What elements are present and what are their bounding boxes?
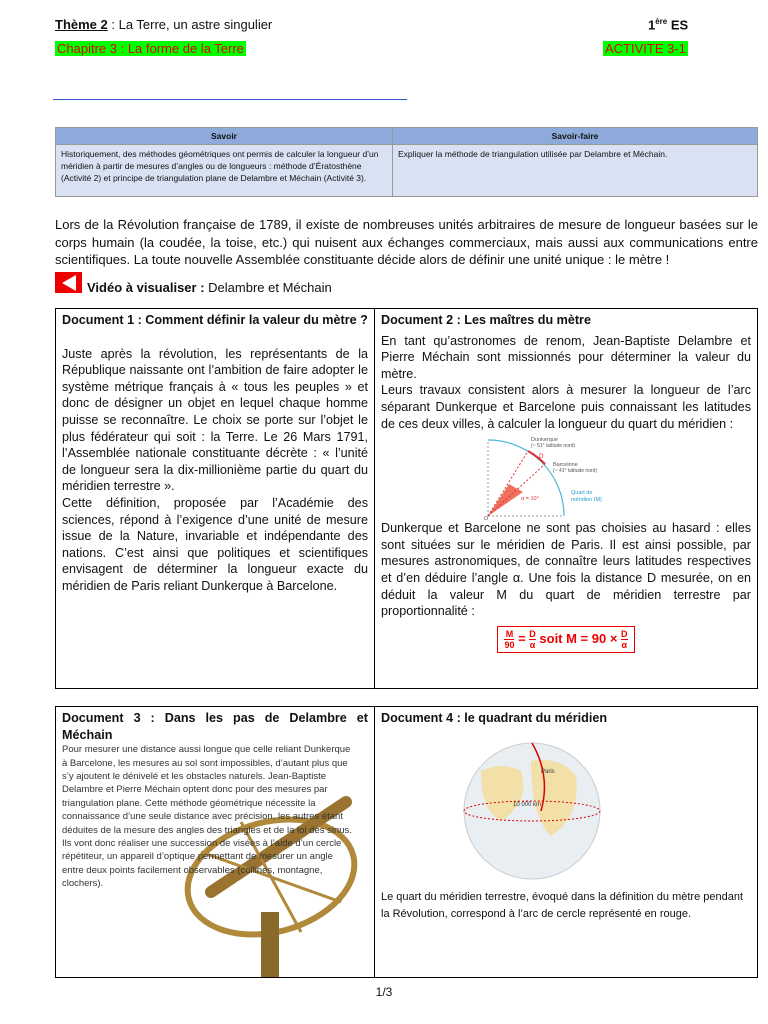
theme-label: Thème 2 [55, 17, 108, 32]
document-4 [375, 707, 757, 977]
formula-d: D [529, 628, 536, 639]
label-o: O [484, 516, 489, 521]
document-1 [56, 309, 375, 688]
formula-eq: = [514, 630, 530, 646]
level [648, 17, 688, 32]
label-barcelone: Barcelone [553, 462, 578, 469]
cell-savoir: Historiquement, des méthodes géométriques ont permis de calculer la longueur d’un méridien à partir de mesures d’angles ou de longueurs : méthode d’Ératosthène (Activité 2) et principe de triangulation plane de Delambre et Méchain (Activité 3). [56, 145, 393, 197]
video-label: Vidéo à visualiser : [87, 280, 205, 295]
level-num: 1 [648, 17, 656, 33]
header-savoir-faire: Savoir-faire [393, 128, 758, 145]
level-suffix: ES [667, 17, 689, 33]
doc2-paragraph-1: En tant qu’astronomes de renom, Jean-Baptiste Delambre et Pierre Méchain sont missionnés pour déterminer la valeur du mètre. [381, 333, 751, 381]
doc1-paragraph-2: Cette définition, proposée par l’Académie des sciences, répond à l’exigence d’une unité de mesure issue de la Nature, invariable et indépendante des nations. C’est ainsi que politiques et scientifiques envisagent de déterminer la longueur exacte du méridien de Paris reliant Dunkerque à Barcelone. [62, 495, 368, 593]
label-barcelone-lat: (~ 41° latitude nord) [553, 468, 598, 475]
label-paris: Paris [541, 768, 555, 775]
doc2-title: Document 2 : Les maîtres du mètre [381, 313, 591, 327]
formula-text: soit M = 90 × [535, 630, 622, 646]
documents-3-4 [55, 706, 758, 978]
label-dunkerque-lat: (~ 51° latitude nord) [531, 443, 576, 450]
formula-m: M [505, 628, 514, 639]
label-meridien: méridien (M) [571, 497, 602, 504]
label-quart: Quart de [571, 490, 593, 497]
cell-savoir-faire: Expliquer la méthode de triangulation utilisée par Delambre et Méchain. [393, 145, 758, 197]
theme-text: : La Terre, un astre singulier [107, 17, 273, 32]
formula-alpha2: α [621, 639, 628, 650]
level-sup: ère [655, 17, 668, 26]
globe-image [381, 731, 751, 881]
doc4-text: Le quart du méridien terrestre, évoqué dans la définition du mètre pendant la Révolution, correspond à l’arc de cercle représenté en rouge. [381, 890, 744, 920]
video-line [87, 280, 332, 295]
formula-90: 90 [504, 639, 515, 650]
link-underline[interactable] [53, 99, 407, 100]
intro-paragraph: Lors de la Révolution française de 1789, il existe de nombreuses unités arbitraires de mesure de longueur basées sur le corps humain (la coudée, la toise, etc.) qui nuisent aux échanges commerciaux, mais aussi aux communications entre scientifiques. La toute nouvelle Assemblée constituante décide alors de définir une unité unique : le mètre ! [55, 217, 758, 267]
chapter-title: Chapitre 3 : La forme de la Terre [57, 41, 244, 56]
formula-d2: D [621, 628, 628, 639]
activity-label: ACTIVITE 3-1 [605, 41, 686, 56]
video-play-icon[interactable] [55, 272, 82, 293]
label-alpha: α = 10° [521, 496, 539, 503]
doc1-paragraph-1: Juste après la révolution, les représentants de la République naissante ont l’ambition de faire adopter le système métrique français à « tous les peuples » et donc de désigner un objet en lequel chaque homme puisse se reconnaître. Le choix se porte sur l’objet le plus fédérateur qui soit : la Terre. Le 26 Mars 1791, l’Assemblée nationale constituante décrète : « l’unité de longueur sera la dix-millionième partie du quart du méridien terrestre ». [62, 346, 368, 494]
document-2 [375, 309, 757, 688]
page-number: 1/3 [375, 985, 393, 999]
doc1-title: Document 1 : Comment définir la valeur du mètre ? [62, 313, 368, 327]
header-savoir: Savoir [56, 128, 393, 145]
doc3-text: Pour mesurer une distance aussi longue que celle reliant Dunkerque à Barcelone, les mesures au sol sont impossibles, d’autant plus que s’y ajoutent le dénivelé et les obstacles naturels. Jean-Baptiste Delambre et Pierre Méchain optent donc pour des mesures par triangulation plane. Cette méthode géométrique nécessite la connaissance d’une seule distance avec précision, les autres étant déduites de la mesure des angles des triangles et de la loi des sinus. Ils vont donc réaliser une succession de visées à l’aide d’un cercle répétiteur, un appareil d’optique permettant de mesurer un angle entre deux points facilement observables (collines, montagne, clochers). [62, 744, 352, 890]
formula [497, 626, 634, 653]
document-3 [56, 707, 375, 977]
video-title[interactable]: Delambre et Méchain [204, 280, 332, 295]
documents-1-2 [55, 308, 758, 689]
doc4-title: Document 4 : le quadrant du méridien [381, 711, 608, 725]
skills-table [55, 127, 758, 197]
doc2-paragraph-3: Dunkerque et Barcelone ne sont pas choisies au hasard : elles sont situées sur le méridien de Paris. Il est ainsi possible, par mesures astronomiques, de connaître leurs latitudes respectives et d’en déduire l’angle α. Une fois la distance D mesurée, on en déduit la valeur M du quart de méridien terrestre par proportionnalité : [381, 521, 751, 619]
label-d: D [539, 454, 544, 461]
label-dunkerque: Dunkerque [531, 437, 558, 444]
doc2-paragraph-2: Leurs travaux consistent alors à mesurer la longueur de l’arc séparant Dunkerque et Barcelone puis connaissant les latitudes de ces deux villes, à calculer la longueur du quart du méridien : [381, 383, 751, 431]
meridian-arc-diagram [381, 432, 751, 520]
formula-alpha: α [529, 639, 536, 650]
theme-line [55, 17, 272, 32]
label-distance: 10 000 km [513, 801, 542, 808]
doc3-title: Document 3 : Dans les pas de Delambre et Méchain [62, 711, 368, 742]
